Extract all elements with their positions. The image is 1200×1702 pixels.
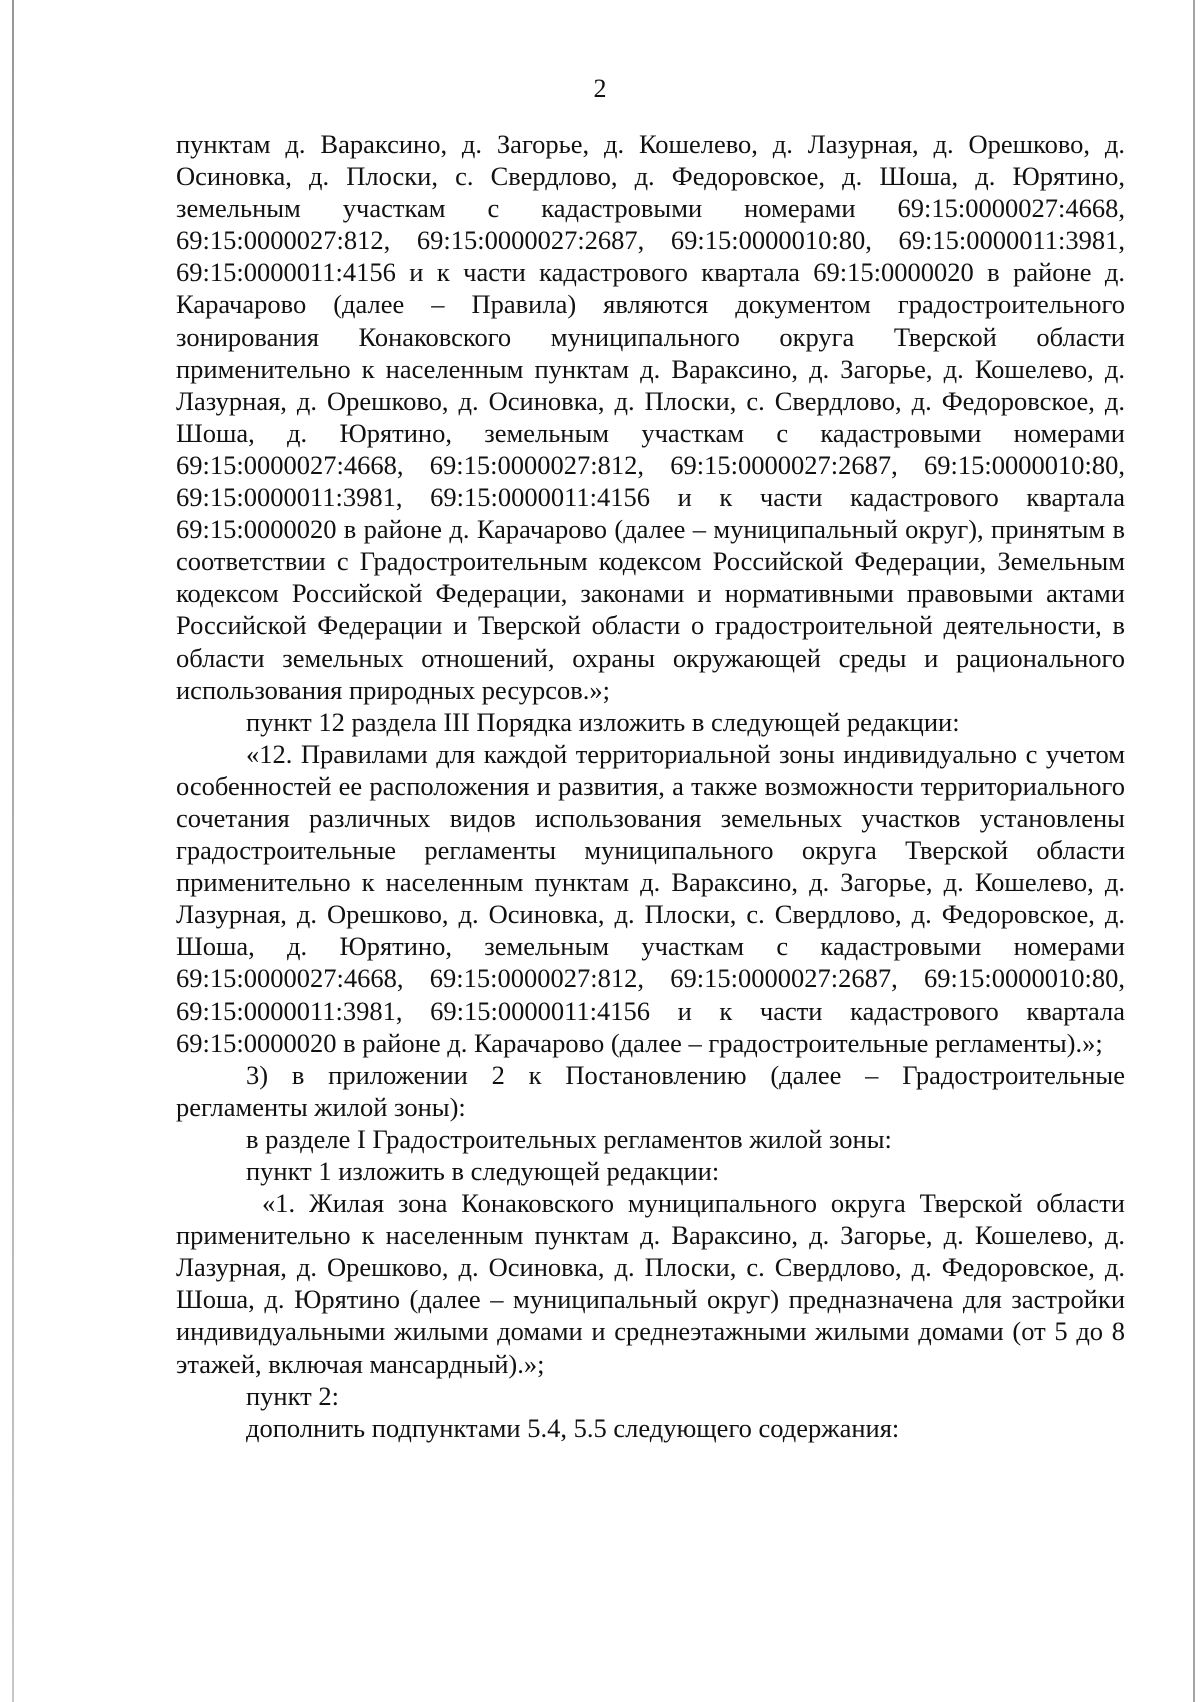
paragraph-continuation: пунктам д. Вараксино, д. Загорье, д. Кошелево, д. Лазурная, д. Орешково, д. Осиновка, д. Плоски, с. Свердлово, д. Федоровское, д. Шоша, д. Юрятино, земельным участкам с кадастровыми номерами 69:15:0000027:4668, 69:15:0000027:812, 69:15:0000027:2687, 69:15:0000010:80, 69:15:0000011:3981, 69:15:0000011:4156 и к части кадастрового квартала 69:15:0000020 в районе д. Карачарово (далее – Правила) являются документом градостроительного зонирования Конаковского муниципального округа Тверской области применительно к населенным пунктам д. Вараксино, д. Загорье, д. Кошелево, д. Лазурная, д. Орешково, д. Осиновка, д. Плоски, с. Свердлово, д. Федоровское, д. Шоша, д. Юрятино, земельным участкам с кадастровыми номерами 69:15:0000027:4668, 69:15:0000027:812, 69:15:0000027:2687, 69:15:0000010:80, 69:15:0000011:3981, 69:15:0000011:4156 и к части кадастрового квартала 69:15:0000020 в районе д. Карачарово (далее – муниципальный округ), принятым в соответствии с Градостроительным кодексом Российской Федерации, Земельным кодексом Российской Федерации, законами и нормативными правовыми актами Российской Федерации и Тверской области о градостроительной деятельности, в области земельных отношений, охраны окружающей среды и рационального использования природных ресурсов.»;: [176, 129, 1125, 705]
document-body: [176, 128, 1125, 1444]
paragraph-item-12-text: «12. Правилами для каждой территориальной зоны индивидуально с учетом особенностей ее расположения и развития, а также возможности территориального сочетания различных видов использования земельных участков установлены градостроительные регламенты муниципального округа Тверской области применительно к населенным пунктам д. Вараксино, д. Загорье, д. Кошелево, д. Лазурная, д. Орешково, д. Осиновка, д. Плоски, с. Свердлово, д. Федоровское, д. Шоша, д. Юрятино, земельным участкам с кадастровыми номерами 69:15:0000027:4668, 69:15:0000027:812, 69:15:0000027:2687, 69:15:0000010:80, 69:15:0000011:3981, 69:15:0000011:4156 и к части кадастрового квартала 69:15:0000020 в районе д. Карачарово (далее – градостроительные регламенты).»;: [176, 738, 1125, 1058]
scan-edge-right: [1193, 0, 1195, 1702]
paragraph-appendix-2: 3) в приложении 2 к Постановлению (далее – Градостроительные регламенты жилой зоны):: [176, 1059, 1125, 1122]
paragraph-item-1-text: «1. Жилая зона Конаковского муниципального округа Тверской области применительно к населенным пунктам д. Вараксино, д. Загорье, д. Кошелево, д. Лазурная, д. Орешково, д. Осиновка, д. Плоски, с. Свердлово, д. Федоровское, д. Шоша, д. Юрятино (далее – муниципальный округ) предназначена для застройки индивидуальными жилыми домами и среднеэтажными жилыми домами (от 5 до 8 этажей, включая мансардный).»;: [176, 1188, 1125, 1379]
paragraph-supplement: дополнить подпунктами 5.4, 5.5 следующего содержания:: [246, 1412, 900, 1443]
paragraph-item-2: пункт 2:: [246, 1380, 339, 1411]
scan-edge-left: [12, 0, 14, 1702]
paragraph-section-1: в разделе I Градостроительных регламентов жилой зоны:: [246, 1123, 892, 1154]
paragraph-item-1-instruction: пункт 1 изложить в следующей редакции:: [246, 1156, 720, 1186]
page-number: 2: [593, 74, 607, 103]
paragraph-item-12-instruction: пункт 12 раздела III Порядка изложить в следующей редакции:: [246, 706, 960, 737]
